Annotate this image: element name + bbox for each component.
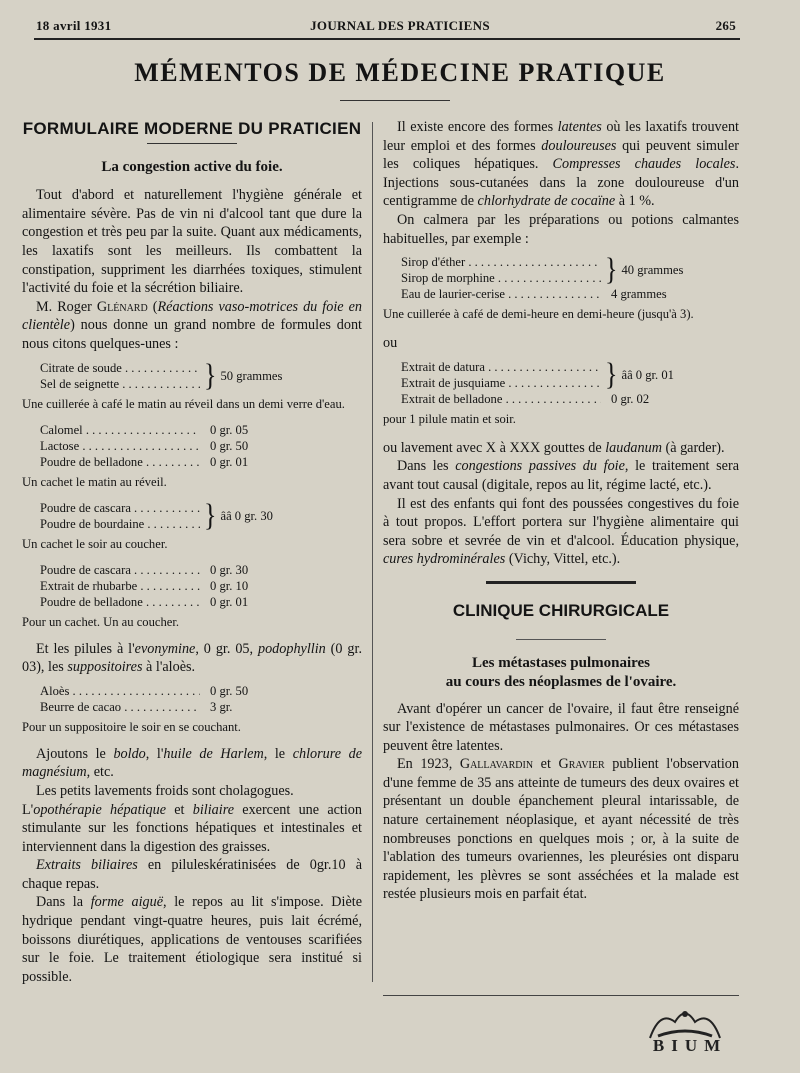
ingredient: Sel de seignette . . . (40, 376, 200, 392)
ingredient: Eau de laurier-cerise . . . (401, 286, 601, 302)
dose: 0 gr. 01 (210, 454, 249, 469)
ingredient: Aloès . . . (40, 683, 200, 699)
dose: 0 gr. 50 (210, 683, 249, 698)
congestions-passives-paragraph: Dans les congestions passives du foie, le traitement sera avant tout causal (digitale, repos au lit, régime lacté, etc.). (383, 458, 739, 493)
ou-label: ou (383, 335, 398, 352)
ingredient: Citrate de soude . . . (40, 360, 200, 376)
prescription-note: Une cuillerée à café de demi-heure en demi-heure (jusqu'à 3). (383, 307, 694, 322)
dose: 0 gr. 05 (210, 422, 249, 437)
prescription-3 (22, 497, 362, 533)
lavements-paragraph: Les petits lavements froids sont cholagogues. (36, 782, 294, 799)
formes-latentes-paragraph: Il existe encore des formes latentes où les laxatifs trouvent leur emploi et des formes douloureuses qui peuvent simuler les coliques hépatiques. Compresses chaudes locales. Injections sous-cutanées dans la zone douloureuse d'un centigramme de chlorhydrate de cocaïne à 1 %. (383, 119, 739, 210)
ingredient: Extrait de rhubarbe . . . (40, 578, 200, 594)
main-title: MÉMENTOS DE MÉDECINE PRATIQUE (134, 58, 666, 87)
ingredient: Extrait de belladone . . . (401, 391, 601, 407)
section-rule (516, 639, 606, 640)
prescription-1 (22, 357, 362, 393)
dose: 40 grammes (621, 263, 684, 278)
enfants-paragraph: Il est des enfants qui font des poussées congestives du foie à tout propos. L'effort portera sur l'hygiène alimentaire qui sera sobre et sevrée de vin et d'alcool. Éducation physique, cures hydrominérales (Vichy, Vittel, etc.). (383, 495, 739, 568)
calmera-paragraph: On calmera par les préparations ou potions calmantes habituelles, par exemple : (383, 211, 739, 247)
brace-icon: } (605, 356, 618, 392)
bottom-rule (383, 995, 739, 996)
prescription-note: Une cuillerée à café le matin au réveil dans un demi verre d'eau. (22, 396, 345, 411)
ingredient: Calomel . . . (40, 422, 200, 438)
forme-aigue-paragraph: Dans la forme aiguë, le repos au lit s'impose. Diète hydrique pendant vingt-quatre heures, puis lait écrémé, boissons diurétiques, applications de ventouses scarifiées sur le foie. Le traitement étiologique sera institué si possible. (22, 894, 362, 985)
bium-stamp: BIUM (652, 1036, 728, 1055)
ingredient: Extrait de datura . . . (401, 359, 601, 375)
ingredient: Sirop de morphine . . . (401, 270, 601, 286)
reference-title: Réactions vaso-motrices du foie en clientèle (22, 298, 362, 334)
dose: ââ 0 gr. 01 (621, 367, 674, 382)
pilules-paragraph: Et les pilules à l'evonymine, 0 gr. 05, podophyllin (0 gr. 03), les suppositoires à l'aloès. (22, 640, 363, 676)
ingredient: Poudre de cascara . . . (40, 500, 200, 516)
glenard-paragraph: M. Roger Glénard (Réactions vaso-motrices du foie en clientèle) nous donne un grand nombre de formules dont nous citons quelques-unes : (22, 298, 362, 352)
header-rule (34, 38, 740, 40)
title-rule (340, 100, 450, 101)
ingredient: Lactose . . . (40, 438, 200, 454)
ingredient: Poudre de belladone . . . (40, 594, 200, 610)
prescription-note: Un cachet le matin au réveil. (22, 474, 167, 489)
column-separator (372, 122, 373, 982)
lavement-paragraph: ou lavement avec X à XXX gouttes de laudanum (à garder). (383, 439, 725, 456)
section-title-formulaire: FORMULAIRE MODERNE DU PRATICIEN (22, 119, 362, 138)
header-journal-title: JOURNAL DES PRATICIENS (310, 18, 490, 33)
prescription-5 (22, 683, 362, 715)
ingredient: Poudre de cascara . . . (40, 562, 200, 578)
subsection-title-congestion: La congestion active du foie. (101, 158, 283, 175)
ingredient: Extrait de jusquiame . . . (401, 375, 601, 391)
brace-icon: } (605, 252, 618, 287)
dose: 0 gr. 10 (210, 578, 249, 593)
ingredient: Sirop d'éther . . . (401, 254, 601, 270)
brace-icon: } (204, 357, 217, 393)
dose: 4 grammes (611, 287, 667, 302)
prescription-4 (22, 562, 362, 610)
avant-operer-paragraph: Avant d'opérer un cancer de l'ovaire, il faut être renseigné sur l'existence de métastases pulmonaires. Or ces métastases peuvent être latentes. (383, 700, 739, 754)
section-rule (147, 143, 237, 144)
opotherapie-paragraph: L'opothérapie hépatique et biliaire exercent une action stimulante sur les fonctions hépatiques et intestinales et interviennent dans la digestion des graisses. (22, 801, 362, 855)
ingredient: Poudre de bourdaine . . . (40, 516, 200, 532)
left-column (22, 112, 362, 986)
intro-paragraph: Tout d'abord et naturellement l'hygiène générale et alimentaire sévère. Pas de vin ni d'alcool tant que dure la congestion et très peu par la suite. Quant aux médicaments, les laxatifs sont les meilleurs. Ils combattent la constipation, suppriment les diarrhées toxiques, stimulent l'activité du foie et la sécrétion biliaire. (22, 187, 362, 297)
extraits-paragraph: Extraits biliaires en piluleskératinisées de 0gr.10 à chaque repas. (22, 857, 362, 892)
dose: 0 gr. 30 (210, 562, 249, 577)
prescription-note: Un cachet le soir au coucher. (22, 536, 168, 551)
dose: ââ 0 gr. 30 (220, 508, 273, 523)
dose: 0 gr. 50 (210, 438, 249, 453)
brace-icon: } (204, 497, 217, 533)
header-page-number: 265 (715, 18, 736, 33)
dose: 0 gr. 01 (210, 594, 249, 609)
header-date: 18 avril 1931 (36, 18, 112, 33)
section-title-clinique: CLINIQUE CHIRURGICALE (452, 600, 670, 620)
prescription-note: Pour un cachet. Un au coucher. (22, 614, 180, 629)
ingredient: Poudre de belladone . . . (40, 454, 200, 470)
author-name: Glénard (96, 298, 148, 315)
ingredient: Beurre de cacao . . . (40, 699, 200, 715)
dose: 0 gr. 02 (611, 391, 650, 406)
dose: 50 grammes (220, 368, 283, 383)
prescription-6 (383, 254, 739, 302)
right-column (383, 112, 739, 904)
subsection-title-metastases: Les métastases pulmonaires au cours des néoplasmes de l'ovaire. (445, 654, 677, 690)
prescription-note: pour 1 pilule matin et soir. (383, 411, 516, 426)
ajoutons-paragraph: Ajoutons le boldo, l'huile de Harlem, le chlorure de magnésium, etc. (22, 745, 363, 781)
dose: 3 gr. (210, 699, 233, 714)
prescription-note: Pour un suppositoire le soir en se couchant. (22, 719, 241, 734)
observation-paragraph: En 1923, Gallavardin et Gravier publient l'observation d'une femme de 35 ans atteinte de tumeurs des deux ovaires et présentant un double épanchement pleural intarissable, de nature certainement néoplasique, et ayant nécessité de très nombreuses ponctions en quelques mois ; or, à la suite de l'ablation des tumeurs ovariennes, les pleurésies ont disparu rapidement, les plèvres se sont asséchées et la malade est restée plusieurs mois en parfait état. (383, 756, 739, 903)
prescription-2 (22, 422, 362, 470)
section-divider (486, 581, 636, 584)
prescription-7 (383, 356, 739, 407)
